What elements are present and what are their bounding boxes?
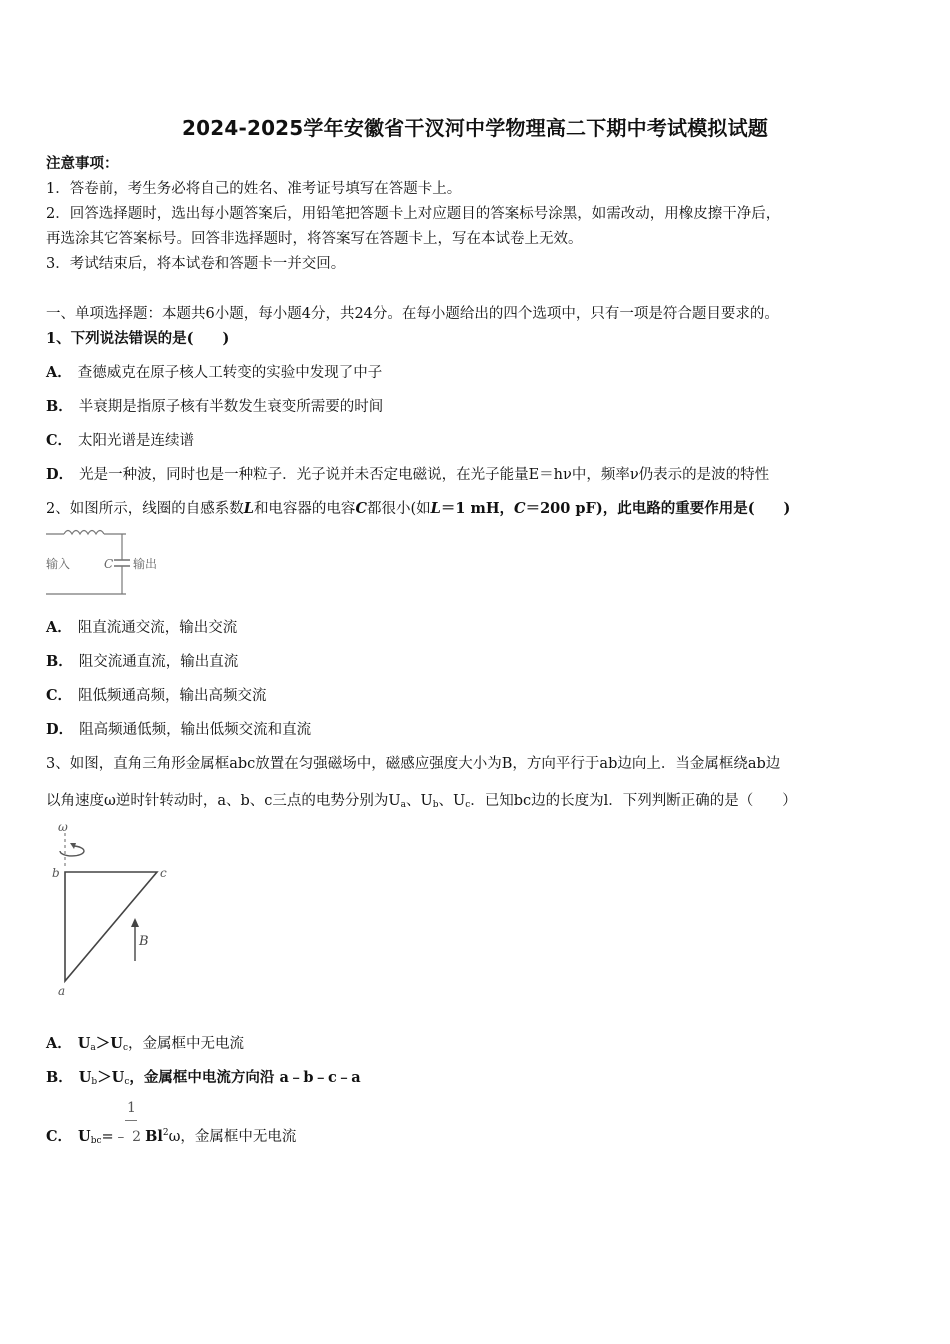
question-1-stem: 1、下列说法错误的是( ) (46, 330, 230, 347)
fraction-numerator: 1 (127, 1100, 136, 1116)
section-heading: 一、单项选择题：本题共6小题，每小题4分，共24分。在每小题给出的四个选项中，只有一项是符合题目要求的。 (46, 306, 779, 322)
symbol-C: C (514, 500, 526, 517)
field-arrow-icon (131, 918, 139, 927)
q1-option-c (46, 429, 194, 450)
question-3-stem-line2 (46, 789, 797, 810)
option-text: 阻低频通高频，输出高频交流 (78, 688, 267, 704)
page-title: 2024-2025学年安徽省干汊河中学物理高二下期中考试模拟试题 (181, 116, 769, 140)
inductor-coil (64, 531, 104, 535)
option-text: ＞U (97, 1069, 125, 1086)
option-letter: C． (46, 1128, 73, 1145)
subscript: bc (90, 1136, 102, 1146)
stem-text: ＝200 pF)，此电路的重要作用是( ) (525, 500, 791, 517)
symbol-L: L (243, 500, 254, 517)
q1-option-a (46, 361, 382, 382)
vertex-b-label: b (52, 866, 60, 880)
fraction-denominator: 2 (132, 1129, 142, 1145)
lc-circuit-diagram (44, 524, 174, 600)
q3-option-c (46, 1125, 296, 1146)
option-text: 半衰期是指原子核有半数发生衰变所需要的时间 (78, 399, 384, 415)
notice-item: 2．回答选择题时，选出每小题答案后，用铅笔把答题卡上对应题目的答案标号涂黑，如需改动，用橡皮擦干净后， (46, 206, 781, 222)
output-label: 输出 (133, 557, 158, 571)
option-text: 光是一种波，同时也是一种粒子．光子说并未否定电磁说，在光子能量E＝hν中，频率ν仍表示的是波的特性 (79, 467, 770, 483)
subscript: c (122, 1043, 128, 1053)
field-b-label: B (139, 934, 149, 949)
q2-option-c (46, 684, 267, 705)
subscript: b (91, 1077, 98, 1087)
option-text: 太阳光谱是连续谱 (78, 433, 195, 449)
superscript: 2 (162, 1128, 169, 1138)
triangle-frame (65, 872, 157, 981)
q2-option-b (46, 650, 238, 671)
option-text: Bl (145, 1128, 163, 1145)
question-3-stem-line1: 3、如图，直角三角形金属框abc放置在匀强磁场中，磁感应强度大小为B，方向平行于ab边向上．当金属框绕ab边 (46, 756, 781, 772)
option-text: ，金属框中电流方向沿 a﹣b﹣c﹣a (129, 1069, 361, 1086)
stem-text: 和电容器的电容 (253, 501, 356, 517)
option-text: ，金属框中无电流 (128, 1036, 244, 1052)
option-letter: B． (46, 1069, 73, 1086)
notice-item: 1．答卷前，考生务必将自己的姓名、准考证号填写在答题卡上。 (46, 181, 462, 197)
subscript: a (90, 1043, 96, 1053)
stem-text: 、U (438, 793, 466, 809)
symbol-C: C (355, 500, 367, 517)
option-letter: A． (46, 619, 72, 636)
stem-text: 都很小(如 (366, 501, 431, 517)
q3-option-b (46, 1066, 361, 1087)
stem-text: 以角速度ω逆时针转动时，a、b、c三点的电势分别为U (46, 793, 401, 809)
option-text: U (78, 1128, 91, 1145)
q3-option-a (46, 1032, 244, 1053)
option-letter: C． (46, 687, 73, 704)
vertex-a-label: a (58, 984, 66, 998)
option-text: 阻直流通交流，输出交流 (77, 620, 238, 636)
subscript: a (400, 800, 406, 810)
option-letter: D． (46, 721, 74, 738)
option-letter: B． (46, 653, 73, 670)
question-2-stem (46, 497, 790, 518)
subscript: c (124, 1077, 130, 1087)
stem-text: 2、如图所示，线圈的自感系数 (46, 501, 244, 517)
option-text: 阻交流通直流，输出直流 (78, 654, 239, 670)
option-letter: D． (46, 466, 74, 483)
stem-text: ．已知bc边的长度为l．下列判断正确的是（ ） (470, 793, 797, 809)
option-text: 查德威克在原子核人工转变的实验中发现了中子 (77, 365, 383, 381)
q1-option-d (46, 463, 769, 484)
option-text: U (77, 1035, 91, 1052)
q2-option-a (46, 616, 237, 637)
option-text: 阻高频通低频，输出低频交流和直流 (79, 722, 312, 738)
stem-text: 、U (405, 793, 433, 809)
option-text: ＞U (95, 1035, 123, 1052)
input-label: 输入 (46, 557, 71, 571)
option-text: ω，金属框中无电流 (168, 1129, 297, 1145)
subscript: c (465, 800, 471, 810)
subscript: b (432, 800, 439, 810)
symbol-L: L (430, 500, 441, 517)
rotation-arrow-icon (60, 846, 84, 856)
option-text: =﹣ (101, 1129, 129, 1145)
notice-heading: 注意事项： (46, 155, 119, 172)
fraction-bar (125, 1120, 137, 1121)
capacitor-label: C (104, 557, 114, 571)
option-letter: A． (46, 364, 72, 381)
triangle-frame-diagram (40, 815, 190, 1000)
option-letter: C． (46, 432, 73, 449)
notice-item: 再选涂其它答案标号。回答非选择题时，将答案写在答题卡上，写在本试卷上无效。 (46, 231, 583, 247)
stem-text: ＝1 mH， (440, 500, 515, 517)
option-letter: A． (46, 1035, 72, 1052)
q2-option-d (46, 718, 311, 739)
option-letter: B． (46, 398, 73, 415)
option-text: U (78, 1069, 92, 1086)
notice-item: 3．考试结束后，将本试卷和答题卡一并交回。 (46, 256, 346, 272)
vertex-c-label: c (160, 866, 167, 880)
omega-label: ω (58, 820, 68, 834)
q1-option-b (46, 395, 383, 416)
